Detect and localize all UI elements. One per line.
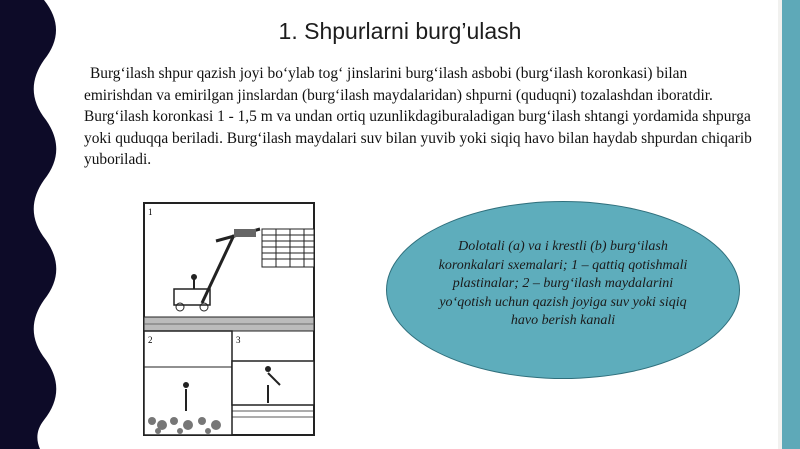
figure-label-right: 3 <box>236 335 241 345</box>
drilling-illustration <box>84 189 376 437</box>
caption-text: Dolotali (a) va i krestli (b) burg‘ilash koronkalari sxemalari; 1 – qattiq qotishmali plastinalar; 2 – burg‘ilash maydalarini yo‘qotish uchun qazish joyiga suv yoki siqiq havo berish kanali <box>438 239 688 328</box>
figure-label-left: 2 <box>148 335 153 345</box>
drilling-figure <box>84 189 376 437</box>
body-paragraph: Burg‘ilash shpur qazish joyi bo‘ylab tog‘ jinslarini burg‘ilash asbobi (burg‘ilash koronkasi) bilan emirishdan va emirilgan jinslardan (burg‘ilash maydalaridan) shpurni (quduqni) tozalashdan iboratdir. Burg‘ilash koronkasi 1 - 1,5 m va undan ortiq uzunlikdagiburaladigan burg‘ilash shtangi yordamida shpurga yoki quduqqa beriladi. Burg‘ilash maydalari suv bilan yuvib yoki siqiq havo bilan haydab shpurdan chiqarib yuboriladi. <box>84 65 752 168</box>
slide-title: 1. Shpurlarni burg’ulash <box>278 18 522 44</box>
decorative-right-stripe <box>782 0 800 449</box>
figure-label-top: 1 <box>148 207 153 217</box>
decorative-wavy-band <box>0 0 62 449</box>
